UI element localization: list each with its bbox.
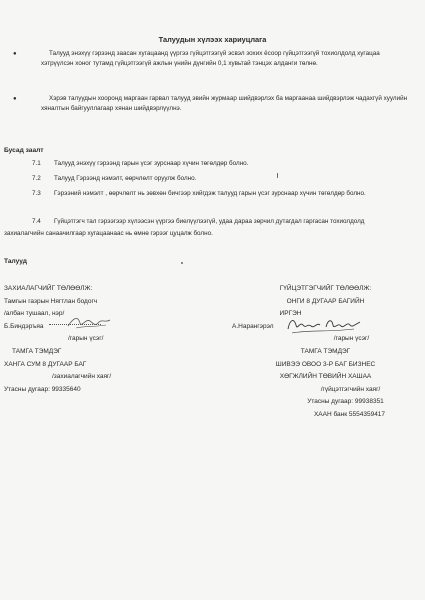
clause-text: Гүйцэтгэгч тал гэрээгээр хүлээсэн үүргээ биелүүлээгүй, удаа дараа зөрчил дутагдал гаргасан тохиолдолд захиалагчийн санаачилгаар хугацаанаас нь өмнө гэрээг цуцалж болно.: [4, 218, 365, 237]
contractor-bank: ХААН банк 5554359417: [313, 410, 386, 418]
client-signature-icon: [66, 314, 112, 332]
client-address-caption: /захиалагчийн хаяг/: [52, 373, 112, 381]
contractor-header: ГҮЙЦЭТГЭГЧИЙГ ТӨЛӨӨЛЖ:: [279, 285, 372, 292]
clause-number: 7.2: [32, 175, 41, 182]
bullet-item: [13, 49, 408, 70]
contractor-address-caption: /гүйцэтгэгчийн хаяг/: [320, 385, 381, 393]
client-position: Тамгын газрын Нягтлан бодогч: [4, 297, 98, 305]
contractor-org1: ШИВЭЭ ОВОО 3-Р БАГ БИЗНЕС: [275, 360, 376, 368]
bullet-text: Хэрэв талуудын хооронд маргаан гарвал талууд эвийн журмаар шийдвэрлэх ба маргаанаа шийдвэрлэж чадахгүй хуулийн хяналтын байгууллагаар хянан шийдвэрлүүлнэ.: [41, 95, 408, 113]
contractor-org2: ХӨГЖЛИЙН ТӨВИЙН ХАШАА: [279, 373, 372, 381]
clause-item: [4, 216, 406, 239]
parties-heading: Талууд: [4, 258, 27, 265]
contractor-signature-icon: [284, 315, 364, 339]
bullet-icon: ●: [13, 51, 17, 57]
clause-text: Талууд Гэрээнд нэмэлт, өөрчлөлт оруулж болно.: [54, 175, 197, 182]
bullet-icon: ●: [13, 96, 17, 102]
client-stamp-label: ТАМГА ТЭМДЭГ: [12, 347, 62, 355]
bullet-text: Талууд энэхүү гэрээнд заасан хугацаанд үүргээ гүйцэтгээгүй эсвэл зохих ёсоор гүйцэтгээгүй тохиолдолд хугацаа хэтрүүлсэн хоног тутамд гүйцэтгээгүй ажлын үнийн дүнгийн 0,1 хувьтай тэнцэх алданги төлнө.: [41, 50, 380, 68]
client-name: Б.Биндэръяа: [4, 322, 44, 330]
clause-text: Гэрээний нэмэлт , өөрчлөлт нь зөвхөн бичгээр хийгдэж талууд гарын үсэг зурснаар хүчин төгөлдөр болно.: [54, 190, 366, 197]
clause-number: 7.3: [32, 190, 41, 197]
client-phone: Утасны дугаар: 99335640: [4, 385, 81, 393]
other-clauses-heading: Бусад заалт: [4, 147, 44, 154]
contractor-phone: Утасны дугаар: 99938351: [307, 398, 384, 406]
client-header: ЗАХИАЛАГЧИЙГ ТӨЛӨӨЛЖ:: [4, 285, 93, 292]
scan-speck: [181, 262, 183, 264]
clause-item: [4, 188, 406, 200]
bullet-item: [13, 94, 408, 115]
clause-number: 7.1: [32, 160, 41, 167]
client-organization: ХАНГА СУМ 8 ДУГААР БАГ: [4, 360, 87, 368]
contractor-line1: ОНГИ 8 ДУГААР БАГИЙН: [286, 297, 365, 305]
contractor-party-block: [228, 283, 423, 422]
contractor-line2: ИРГЭН: [279, 310, 302, 318]
clause-text: Талууд энэхүү гэрээнд гарын үсэг зурснаар хүчин төгөлдөр болно.: [54, 160, 249, 167]
client-sign-caption: /гарын үсэг/: [68, 335, 104, 343]
clause-number: 7.4: [32, 218, 41, 225]
contractor-stamp-label: ТАМГА ТЭМДЭГ: [300, 347, 351, 355]
clause-item: [4, 158, 406, 170]
client-position-caption: /албан тушаал, нэр/: [4, 310, 65, 318]
section-title: Талуудын хүлээх хариуцлага: [158, 35, 267, 44]
client-party-block: [4, 283, 194, 396]
contractor-sign-caption: /гарын үсэг/: [333, 335, 370, 343]
clause-item: [4, 173, 406, 185]
scan-speck: [277, 173, 278, 178]
contractor-name: А.Нарангэрэл: [232, 322, 274, 330]
